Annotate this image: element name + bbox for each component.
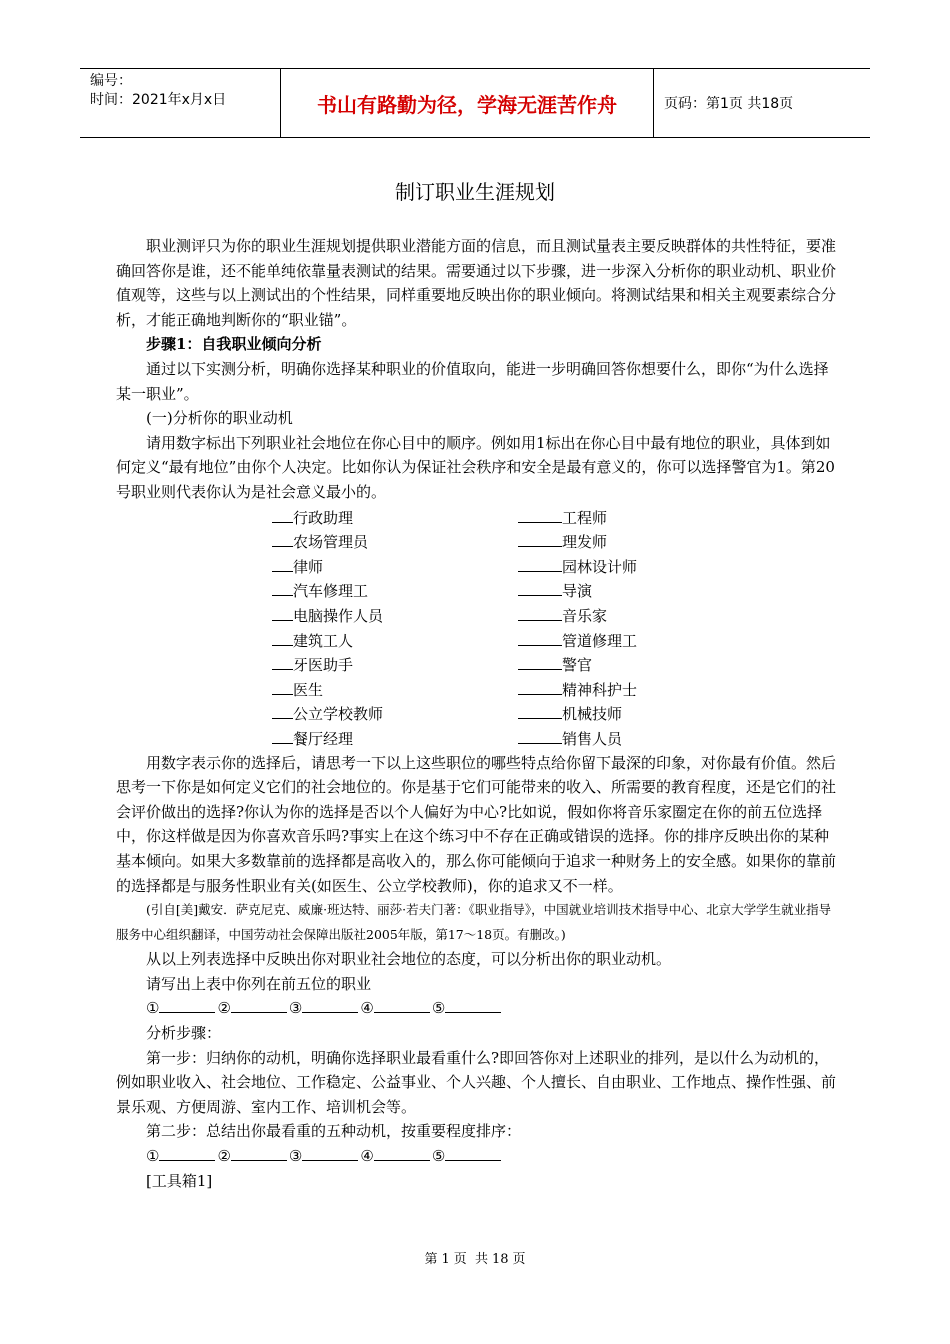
step1-text: 通过以下实测分析，明确你选择某种职业的价值取向，能进一步明确回答你想要什么，即你“为什么选择某一职业”。 xyxy=(116,359,829,403)
page-footer: 第 1 页 共 18 页 xyxy=(424,1252,526,1267)
rank-blank[interactable] xyxy=(518,677,562,695)
list-item[interactable]: 园林设计师 xyxy=(518,554,637,579)
rank-blank[interactable] xyxy=(272,603,293,621)
list-item[interactable]: 律师 xyxy=(272,554,383,579)
rank-blank[interactable] xyxy=(272,701,293,719)
header-table xyxy=(80,68,870,138)
list-item[interactable]: 建筑工人 xyxy=(272,628,383,653)
blank-3[interactable] xyxy=(302,1144,358,1161)
blank-2[interactable] xyxy=(231,996,287,1013)
blank-4[interactable] xyxy=(374,996,430,1013)
after-list-paragraph: 用数字表示你的选择后，请思考一下以上这些职位的哪些特点给你留下最深的印象，对你最有价值。然后思考一下你是如何定义它们的社会地位的。你是基于它们可能带来的收入、所需要的教育程度，还是它们的社会评价做出的选择?你认为你的选择是否以个人偏好为中心?比如说，假如你将音乐家圈定在你的前五位选择中，你这样做是因为你喜欢音乐吗?事实上在这个练习中不存在正确或错误的选择。你的排序反映出你的某种基本倾向。如果大多数靠前的选择都是高收入的，那么你可能倾向于追求一种财务上的安全感。如果你的靠前的选择都是与服务性职业有关(如医生、公立学校教师)，你的追求又不一样。 xyxy=(116,753,837,895)
write-top5-prompt: 请写出上表中你列在前五位的职业 xyxy=(146,974,372,993)
rank-blank[interactable] xyxy=(272,505,293,523)
blank-1[interactable] xyxy=(159,996,215,1013)
blank-5[interactable] xyxy=(445,996,501,1013)
rank-blank[interactable] xyxy=(518,726,562,744)
blank-1[interactable] xyxy=(159,1144,215,1161)
list-item[interactable]: 公立学校教师 xyxy=(272,701,383,726)
rank-blank[interactable] xyxy=(518,578,562,596)
intro-paragraph: 职业测评只为你的职业生涯规划提供职业潜能方面的信息，而且测试量表主要反映群体的共性特征，要准确回答你是谁，还不能单纯依靠量表测试的结果。需要通过以下步骤，进一步深入分析你的职业动机、职业价值观等，这些与以上测试出的个性结果，同样重要地反映出你的职业倾向。将测试结果和相关主观要素综合分析，才能正确地判断你的“职业锚”。 xyxy=(116,237,837,329)
rank-blank[interactable] xyxy=(518,701,562,719)
rank-blank[interactable] xyxy=(272,554,293,572)
reflect-paragraph: 从以上列表选择中反映出你对职业社会地位的态度，可以分析出你的职业动机。 xyxy=(146,950,672,969)
analysis-heading: 分析步骤： xyxy=(146,1024,222,1043)
header-meta xyxy=(80,69,279,137)
rank-blank[interactable] xyxy=(518,652,562,670)
step1-heading: 步骤1：自我职业倾向分析 xyxy=(146,335,322,354)
blank-3[interactable] xyxy=(302,996,358,1013)
list-item[interactable]: 导演 xyxy=(518,578,637,603)
job-ranking-list xyxy=(116,505,836,751)
blank-2[interactable] xyxy=(231,1144,287,1161)
list-item[interactable]: 餐厅经理 xyxy=(272,726,383,751)
list-item[interactable]: 行政助理 xyxy=(272,505,383,530)
job-column-right xyxy=(518,505,637,751)
rank-blank[interactable] xyxy=(272,529,293,547)
rank-blank[interactable] xyxy=(518,529,562,547)
rank-blank[interactable] xyxy=(518,554,562,572)
document-body xyxy=(116,234,836,1193)
top5-blanks[interactable]: ① ② ③ ④ ⑤ xyxy=(116,996,836,1021)
list-item[interactable]: 汽车修理工 xyxy=(272,578,383,603)
rank-blank[interactable] xyxy=(272,677,293,695)
rank-blank[interactable] xyxy=(272,652,293,670)
list-item[interactable]: 农场管理员 xyxy=(272,529,383,554)
motive-blanks[interactable]: ① ② ③ ④ ⑤ xyxy=(116,1144,836,1169)
time-label: 时间：2021年x月x日 xyxy=(90,92,227,108)
rank-blank[interactable] xyxy=(518,628,562,646)
list-item[interactable]: 精神科护士 xyxy=(518,677,637,702)
job-column-left xyxy=(272,505,383,751)
rank-blank[interactable] xyxy=(272,726,293,744)
blank-4[interactable] xyxy=(374,1144,430,1161)
instruction-paragraph: 请用数字标出下列职业社会地位在你心目中的顺序。例如用1标出在你心目中最有地位的职业，具体到如何定义“最有地位”由你个人决定。比如你认为保证社会秩序和安全是最有意义的，你可以选择警官为1。第20号职业则代表你认为是社会意义最小的。 xyxy=(116,433,835,501)
list-item[interactable]: 电脑操作人员 xyxy=(272,603,383,628)
number-label: 编号： xyxy=(90,73,132,89)
toolbox-label: [工具箱1] xyxy=(146,1171,213,1190)
list-item[interactable]: 理发师 xyxy=(518,529,637,554)
page-info: 页码：第1页 共18页 xyxy=(664,96,794,112)
blank-5[interactable] xyxy=(445,1144,501,1161)
motto: 书山有路勤为径，学海无涯苦作舟 xyxy=(280,69,654,137)
rank-blank[interactable] xyxy=(518,603,562,621)
list-item[interactable]: 音乐家 xyxy=(518,603,637,628)
second-step-paragraph: 第二步：总结出你最看重的五种动机，按重要程度排序： xyxy=(146,1122,522,1141)
section1-heading: (一)分析你的职业动机 xyxy=(146,409,293,428)
citation: (引自[美]戴安．萨克尼克、威廉·班达特、丽莎·若夫门著：《职业指导》，中国就业培训技术指导中心、北京大学学生就业指导服务中心组织翻译，中国劳动社会保障出版社2005年版，第17～18页。有删改。) xyxy=(116,902,832,942)
rank-blank[interactable] xyxy=(518,505,562,523)
list-item[interactable]: 机械技师 xyxy=(518,701,637,726)
rank-blank[interactable] xyxy=(272,628,293,646)
first-step-paragraph: 第一步：归纳你的动机，明确你选择职业最看重什么?即回答你对上述职业的排列，是以什么为动机的，例如职业收入、社会地位、工作稳定、公益事业、个人兴趣、个人擅长、自由职业、工作地点、操作性强、前景乐观、方便周游、室内工作、培训机会等。 xyxy=(116,1048,837,1116)
list-item[interactable]: 工程师 xyxy=(518,505,637,530)
document-title: 制订职业生涯规划 xyxy=(395,180,555,204)
list-item[interactable]: 医生 xyxy=(272,677,383,702)
list-item[interactable]: 管道修理工 xyxy=(518,628,637,653)
list-item[interactable]: 警官 xyxy=(518,652,637,677)
rank-blank[interactable] xyxy=(272,578,293,596)
list-item[interactable]: 销售人员 xyxy=(518,726,637,751)
list-item[interactable]: 牙医助手 xyxy=(272,652,383,677)
